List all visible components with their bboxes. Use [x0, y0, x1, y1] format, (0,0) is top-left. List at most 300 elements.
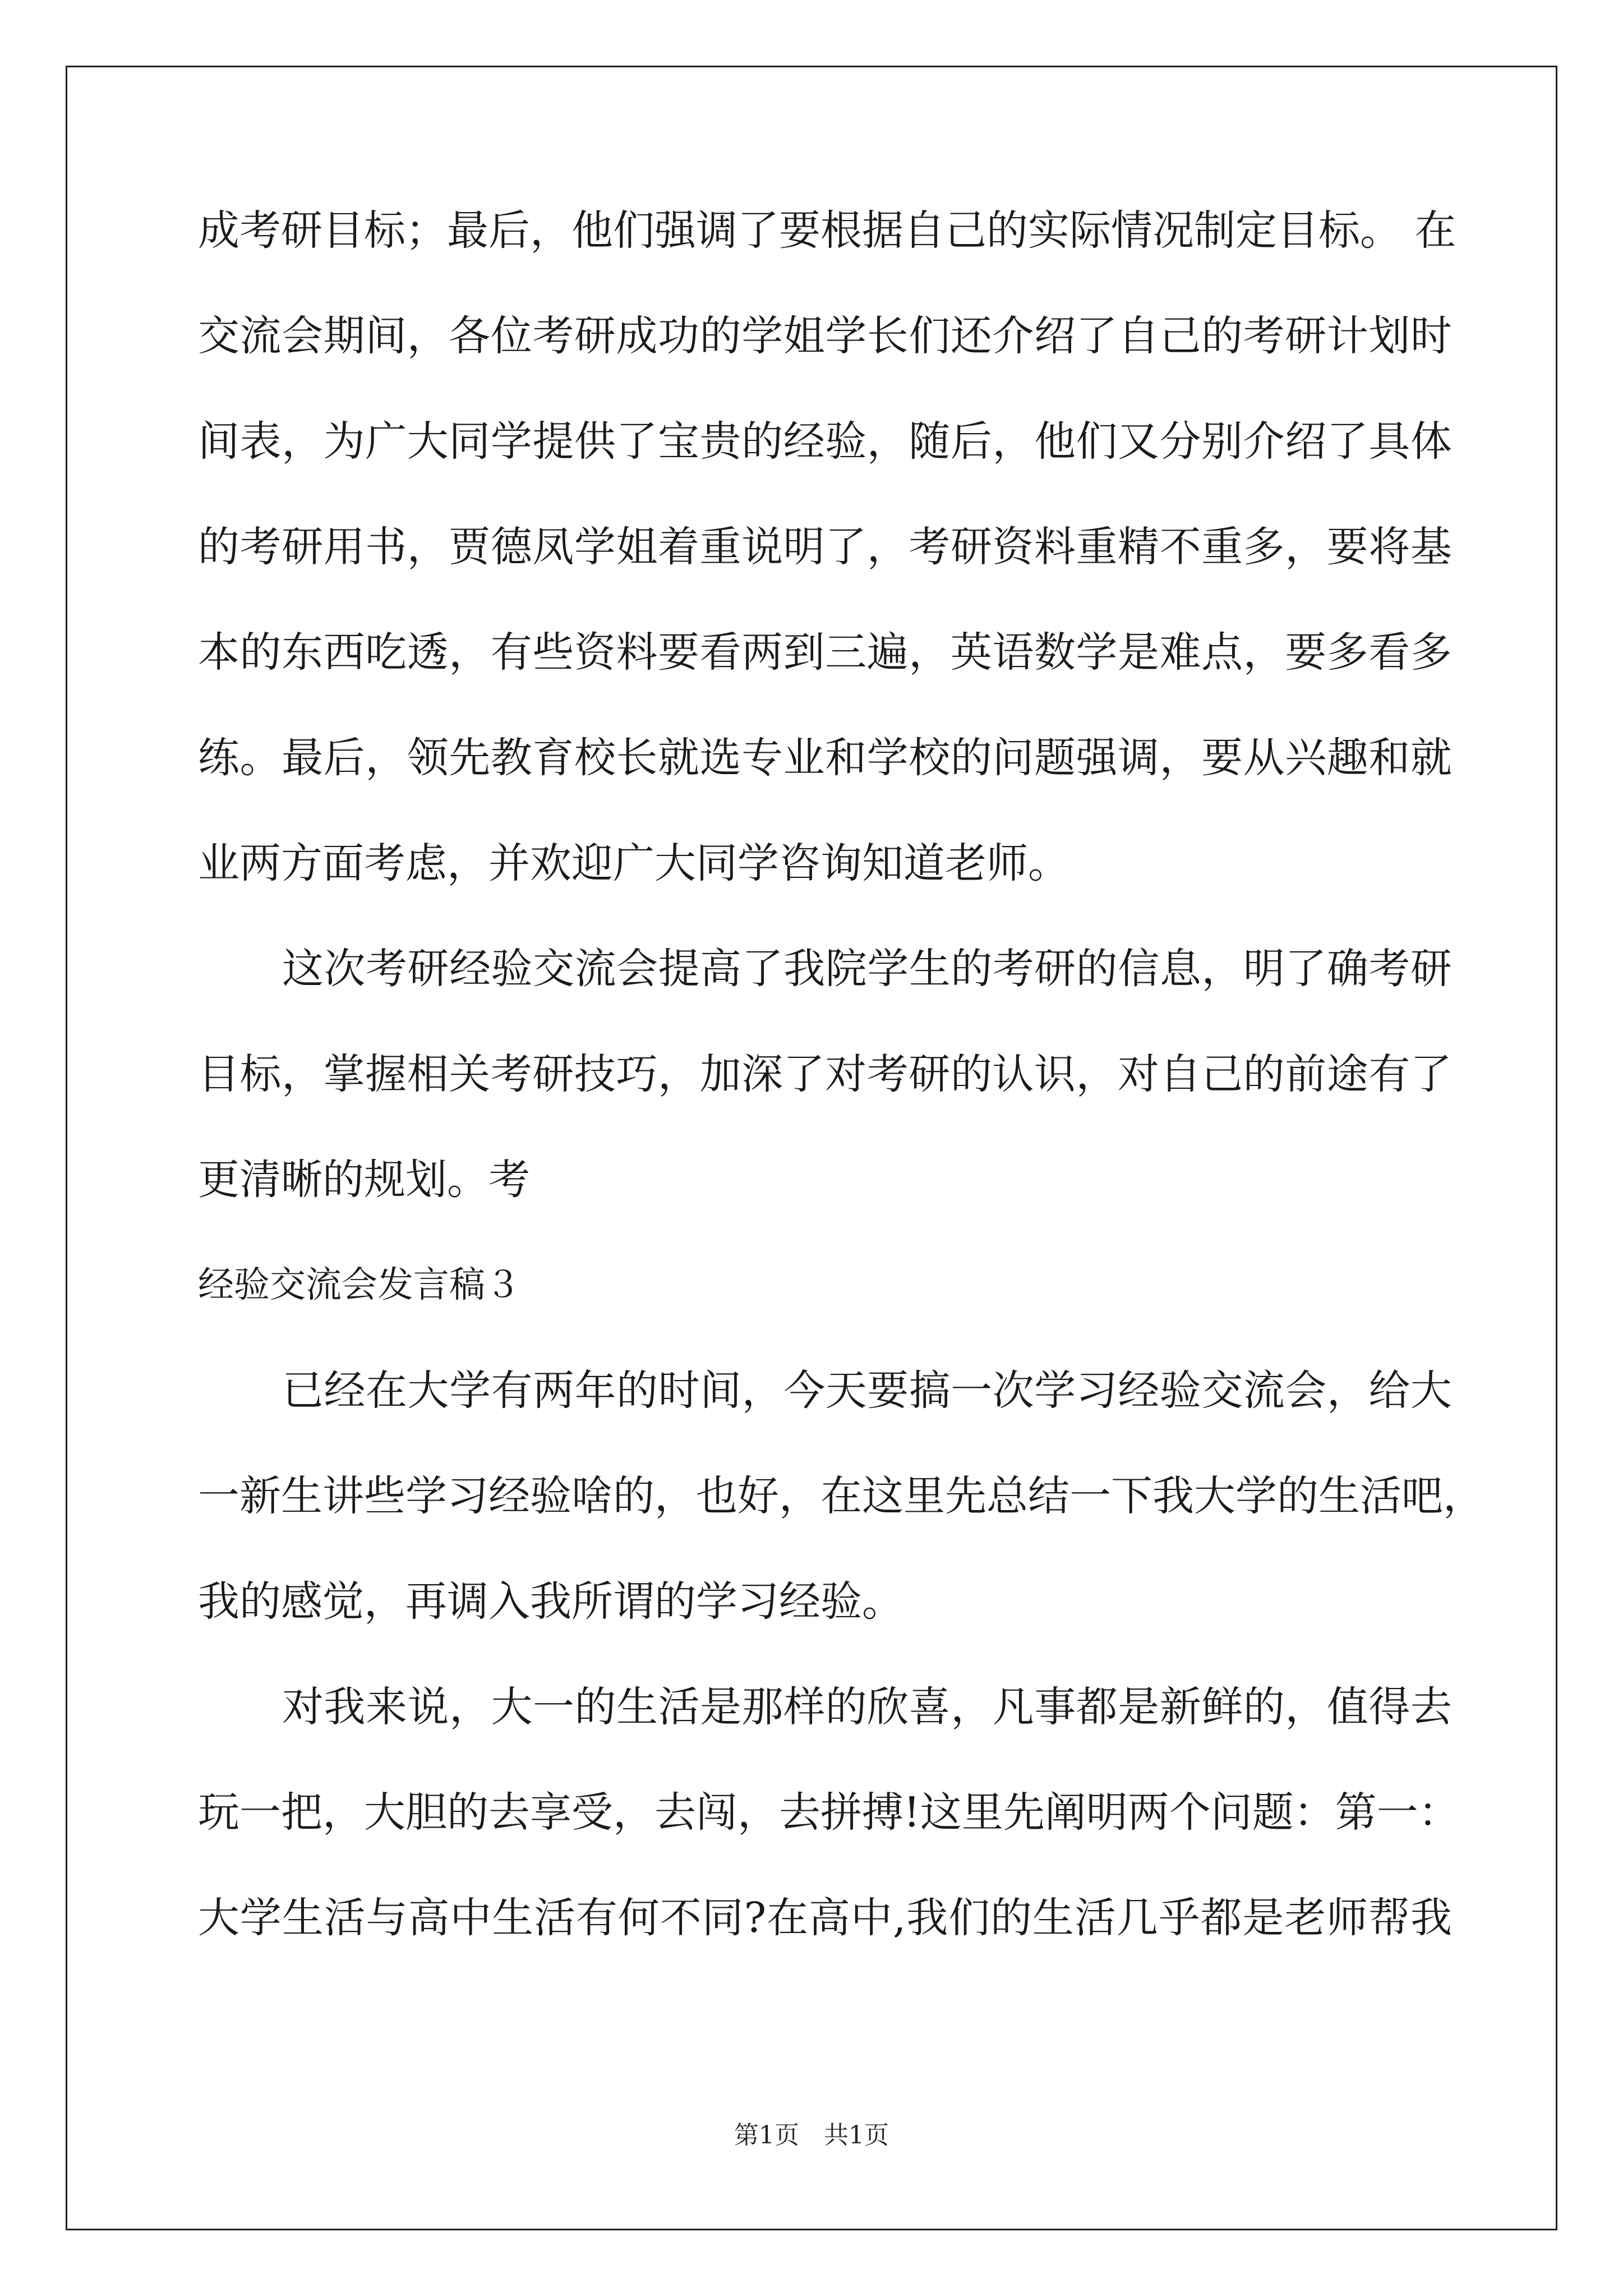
glyph: 生: [492, 1894, 534, 1942]
glyph: ，: [613, 1788, 654, 1837]
glyph: ，: [866, 523, 909, 571]
glyph: 研: [281, 206, 322, 255]
glyph: 位: [490, 312, 532, 360]
glyph: 这: [920, 1788, 962, 1837]
glyph: 生: [281, 1472, 322, 1520]
glyph: 样: [783, 1683, 826, 1731]
glyph: 个: [1169, 1788, 1211, 1837]
glyph: 他: [1034, 417, 1076, 466]
glyph: 们: [909, 312, 951, 360]
glyph: 是: [700, 1683, 742, 1731]
glyph: 趣: [1326, 734, 1368, 782]
glyph: 校: [909, 734, 951, 782]
glyph: 的: [1201, 312, 1243, 360]
glyph: ，: [654, 1472, 696, 1520]
glyph: 期: [323, 312, 365, 360]
glyph: 考: [239, 206, 281, 255]
glyph: 得: [1368, 1683, 1410, 1731]
glyph: 受: [571, 1788, 613, 1837]
glyph: ，: [1201, 945, 1243, 993]
page-footer: 第1页 共1页: [734, 2121, 889, 2150]
glyph: ，: [407, 312, 449, 360]
glyph: 广: [365, 417, 407, 466]
glyph: 的: [950, 734, 992, 782]
glyph: 据: [862, 206, 903, 255]
glyph: 们: [613, 206, 654, 255]
glyph: 结: [1028, 1472, 1069, 1520]
glyph: ，: [282, 1050, 324, 1098]
glyph: 题: [1034, 734, 1076, 782]
glyph: ，: [365, 734, 407, 782]
glyph: 我: [1152, 1472, 1194, 1520]
glyph: 重: [699, 523, 741, 571]
glyph: 大: [364, 1788, 405, 1837]
text-line: 更清晰的规划。考: [198, 1156, 530, 1204]
glyph: 说: [407, 1683, 449, 1731]
text-line: [198, 1472, 1484, 1520]
glyph: 研: [574, 312, 616, 360]
glyph: 际: [1069, 206, 1111, 255]
glyph: 研: [407, 945, 449, 993]
glyph: 间: [198, 417, 239, 466]
glyph: 姐: [616, 523, 658, 571]
glyph: 强: [1076, 734, 1118, 782]
glyph: 学: [239, 1894, 282, 1942]
glyph: 透: [407, 628, 449, 677]
glyph: 他: [571, 206, 613, 255]
glyph: 巧: [616, 1050, 658, 1098]
glyph: 了: [616, 417, 658, 466]
glyph: 学: [1034, 1366, 1076, 1415]
glyph: ：: [1418, 1788, 1460, 1837]
glyph: 一: [533, 1683, 575, 1731]
glyph: 随: [909, 417, 951, 466]
glyph: 生: [909, 945, 951, 993]
glyph: 供: [574, 417, 616, 466]
glyph: 的: [825, 1683, 867, 1731]
glyph: 乎: [1158, 1894, 1200, 1942]
text-line: [198, 1894, 1452, 1942]
glyph: 练: [198, 734, 239, 782]
glyph: 交: [533, 945, 575, 993]
glyph: 遍: [866, 628, 909, 677]
glyph: 们: [948, 1894, 990, 1942]
glyph: 了: [1285, 945, 1327, 993]
glyph: 提: [532, 417, 574, 466]
glyph: 研: [1034, 945, 1076, 993]
glyph: 大: [1194, 1472, 1235, 1520]
glyph: ；: [405, 206, 447, 255]
glyph: 经: [783, 417, 825, 466]
glyph: 经: [488, 1472, 530, 1520]
glyph: 要: [867, 1366, 909, 1415]
glyph: 中: [850, 1894, 892, 1942]
glyph: 来: [366, 1683, 408, 1731]
glyph: ，: [407, 523, 449, 571]
glyph: 题: [1252, 1788, 1294, 1837]
glyph: 各: [449, 312, 491, 360]
glyph: 在: [366, 1366, 408, 1415]
glyph: 给: [1368, 1366, 1410, 1415]
glyph: 资: [574, 628, 616, 677]
glyph: 时: [658, 1366, 700, 1415]
glyph: 介: [1243, 417, 1285, 466]
glyph: 了: [825, 523, 867, 571]
glyph: 考: [490, 1050, 532, 1098]
glyph: 考: [239, 523, 282, 571]
glyph: 经: [449, 945, 491, 993]
glyph: 师: [1326, 1894, 1368, 1942]
glyph: 用: [323, 523, 365, 571]
glyph: 值: [1326, 1683, 1368, 1731]
glyph: 的: [1243, 1050, 1285, 1098]
glyph: 生: [616, 1683, 658, 1731]
glyph: 根: [820, 206, 862, 255]
glyph: 流: [1243, 1366, 1285, 1415]
glyph: 着: [658, 523, 700, 571]
glyph: 先: [449, 734, 491, 782]
glyph: 里: [961, 1788, 1003, 1837]
glyph: 的: [699, 312, 741, 360]
glyph: 明: [1243, 945, 1285, 993]
glyph: 研: [1285, 312, 1327, 360]
glyph: 深: [741, 1050, 783, 1098]
glyph: 目: [1277, 206, 1318, 255]
glyph: 多: [1243, 523, 1285, 571]
glyph: 经: [324, 1366, 366, 1415]
glyph: 问: [992, 734, 1034, 782]
glyph: 的: [950, 1050, 992, 1098]
glyph: 活: [1360, 1472, 1401, 1520]
glyph: 同: [702, 1894, 744, 1942]
glyph: ，: [282, 417, 324, 466]
glyph: 兴: [1285, 734, 1327, 782]
text-line: [198, 1366, 1452, 1415]
glyph: 自: [1118, 312, 1160, 360]
glyph: 将: [1368, 523, 1410, 571]
glyph: 的: [1076, 945, 1118, 993]
glyph: 况: [1152, 206, 1194, 255]
glyph: 两: [1127, 1788, 1169, 1837]
glyph: 三: [825, 628, 867, 677]
glyph: ，: [530, 206, 571, 255]
glyph: 明: [783, 523, 825, 571]
glyph: 凡: [992, 1683, 1034, 1731]
glyph: 学: [1076, 628, 1118, 677]
glyph: 学: [867, 945, 909, 993]
glyph: 些: [364, 1472, 405, 1520]
glyph: 活: [324, 1894, 366, 1942]
glyph: 确: [1326, 945, 1368, 993]
glyph: 生: [1032, 1894, 1074, 1942]
glyph: 专: [741, 734, 783, 782]
glyph: 学: [405, 1472, 447, 1520]
glyph: 玩: [198, 1788, 239, 1837]
glyph: 多: [1326, 628, 1368, 677]
glyph: ?: [744, 1894, 767, 1942]
glyph: 我: [1410, 1894, 1452, 1942]
glyph: 体: [1410, 417, 1452, 466]
section-heading: 经验交流会发言稿３: [198, 1264, 521, 1306]
glyph: 把: [281, 1788, 322, 1837]
glyph: ，: [1076, 1050, 1118, 1098]
glyph: 次: [324, 945, 366, 993]
glyph: !: [903, 1788, 920, 1837]
glyph: ，: [1285, 523, 1327, 571]
glyph: 吧: [1401, 1472, 1443, 1520]
glyph: 具: [1368, 417, 1410, 466]
glyph: 大: [1410, 1366, 1452, 1415]
glyph: 技: [574, 1050, 616, 1098]
glyph: 后: [950, 417, 992, 466]
glyph: 活: [658, 1683, 700, 1731]
glyph: 定: [1235, 206, 1277, 255]
glyph: 研: [909, 1050, 951, 1098]
glyph: 是: [1242, 1894, 1284, 1942]
glyph: 间: [365, 312, 407, 360]
glyph: 要: [658, 628, 700, 677]
glyph: 对: [282, 1683, 324, 1731]
glyph: 西: [323, 628, 365, 677]
glyph: 大: [407, 1366, 449, 1415]
glyph: 表: [239, 417, 282, 466]
glyph: 今: [783, 1366, 826, 1415]
glyph: 重: [1201, 523, 1243, 571]
glyph: 生: [282, 1894, 324, 1942]
glyph: 握: [365, 1050, 407, 1098]
glyph: 到: [783, 628, 825, 677]
glyph: 标: [1318, 206, 1360, 255]
glyph: 的: [613, 1472, 654, 1520]
glyph: 去: [779, 1788, 820, 1837]
glyph: 在: [1414, 206, 1456, 255]
glyph: 目: [198, 1050, 239, 1098]
glyph: 长: [866, 312, 909, 360]
glyph: 帮: [1368, 1894, 1410, 1942]
glyph: ，: [322, 1788, 364, 1837]
glyph: ，: [1326, 1366, 1368, 1415]
glyph: 业: [783, 734, 825, 782]
glyph: 的: [239, 628, 282, 677]
glyph: 计: [1326, 312, 1368, 360]
glyph: 分: [1159, 417, 1201, 466]
glyph: 同: [449, 417, 491, 466]
glyph: 一: [198, 1472, 239, 1520]
glyph: 选: [699, 734, 741, 782]
glyph: 就: [1410, 734, 1452, 782]
text-line: [198, 523, 1452, 571]
glyph: 绍: [1034, 312, 1076, 360]
glyph: 的: [447, 1788, 488, 1837]
glyph: 自: [1159, 1050, 1201, 1098]
text-line: [198, 1788, 1460, 1837]
glyph: 不: [1159, 523, 1201, 571]
glyph: 不: [660, 1894, 702, 1942]
glyph: 已: [282, 1366, 324, 1415]
glyph: ，: [909, 628, 951, 677]
glyph: 与: [366, 1894, 408, 1942]
glyph: 为: [323, 417, 365, 466]
glyph: 交: [1201, 1366, 1243, 1415]
glyph: 基: [1410, 523, 1452, 571]
glyph: 长: [616, 734, 658, 782]
glyph: 己: [945, 206, 986, 255]
glyph: 中: [450, 1894, 492, 1942]
glyph: 一: [239, 1788, 281, 1837]
glyph: 何: [617, 1894, 660, 1942]
glyph: 相: [407, 1050, 449, 1098]
glyph: 有: [491, 1366, 533, 1415]
glyph: 研: [532, 1050, 574, 1098]
glyph: 书: [365, 523, 407, 571]
glyph: 英: [950, 628, 992, 677]
glyph: 了: [1410, 1050, 1452, 1098]
glyph: ，: [1443, 1472, 1484, 1520]
text-line: [198, 1050, 1452, 1098]
glyph: 活: [1074, 1894, 1116, 1942]
glyph: 和: [825, 734, 867, 782]
glyph: 的: [1243, 1683, 1285, 1731]
glyph: 和: [1368, 734, 1410, 782]
glyph: 己: [1159, 312, 1201, 360]
glyph: 了: [741, 945, 783, 993]
glyph: 大: [491, 1683, 533, 1731]
glyph: 里: [903, 1472, 945, 1520]
glyph: 我: [324, 1683, 366, 1731]
glyph: 研: [950, 523, 992, 571]
glyph: 目: [322, 206, 364, 255]
glyph: 欣: [867, 1683, 909, 1731]
document-body: [198, 206, 1484, 2003]
glyph: 时: [1410, 312, 1452, 360]
glyph: 学: [741, 312, 783, 360]
glyph: ，: [449, 628, 491, 677]
glyph: 就: [658, 734, 700, 782]
glyph: 了: [783, 1050, 825, 1098]
glyph: 语: [992, 628, 1034, 677]
glyph: 都: [1076, 1683, 1118, 1731]
glyph: 习: [447, 1472, 488, 1520]
glyph: 那: [741, 1683, 783, 1731]
glyph: 学: [825, 312, 867, 360]
glyph: 考: [909, 523, 951, 571]
glyph: 考: [1368, 945, 1410, 993]
glyph: 己: [1201, 1050, 1243, 1098]
glyph: 关: [449, 1050, 491, 1098]
glyph: ,: [892, 1894, 906, 1942]
glyph: 介: [992, 312, 1034, 360]
glyph: 会: [1285, 1366, 1327, 1415]
glyph: 点: [1201, 628, 1243, 677]
glyph: 事: [1034, 1683, 1076, 1731]
glyph: 验: [825, 417, 867, 466]
glyph: 次: [992, 1366, 1034, 1415]
text-line: [198, 628, 1452, 677]
glyph: 要: [779, 206, 820, 255]
glyph: 的: [616, 1366, 658, 1415]
glyph: 调: [696, 206, 737, 255]
glyph: 总: [986, 1472, 1028, 1520]
glyph: 后: [488, 206, 530, 255]
glyph: 学: [866, 734, 909, 782]
text-line: [198, 206, 1456, 255]
glyph: 些: [532, 628, 574, 677]
glyph: 有: [1368, 1050, 1410, 1098]
glyph: 第: [1335, 1788, 1377, 1837]
glyph: 的: [741, 417, 783, 466]
glyph: 考: [366, 945, 408, 993]
glyph: ，: [741, 1366, 783, 1415]
glyph: 贾: [449, 523, 491, 571]
glyph: 享: [530, 1788, 571, 1837]
glyph: 多: [1410, 628, 1452, 677]
glyph: 学: [574, 523, 616, 571]
glyph: 教: [490, 734, 532, 782]
glyph: 一: [951, 1366, 993, 1415]
text-line: 业两方面考虑，并欢迎广大同学咨询知道老师。: [198, 839, 1069, 887]
glyph: 提: [658, 945, 700, 993]
glyph: 的: [986, 206, 1028, 255]
glyph: 在: [820, 1472, 862, 1520]
glyph: 阐: [1044, 1788, 1086, 1837]
glyph: 最: [447, 206, 488, 255]
glyph: 功: [658, 312, 700, 360]
glyph: 掌: [323, 1050, 365, 1098]
glyph: 有: [490, 628, 532, 677]
glyph: 活: [534, 1894, 576, 1942]
glyph: 明: [1086, 1788, 1128, 1837]
glyph: 了: [1076, 312, 1118, 360]
glyph: ，: [449, 1683, 491, 1731]
glyph: 数: [1034, 628, 1076, 677]
glyph: 对: [1118, 1050, 1160, 1098]
glyph: 的: [951, 945, 993, 993]
glyph: 研: [1410, 945, 1452, 993]
glyph: 要: [1326, 523, 1368, 571]
glyph: 两: [533, 1366, 575, 1415]
glyph: 验: [491, 945, 533, 993]
glyph: 去: [1410, 1683, 1452, 1731]
glyph: 精: [1118, 523, 1160, 571]
glyph: 验: [1159, 1366, 1201, 1415]
glyph: 老: [1284, 1894, 1326, 1942]
glyph: 重: [1076, 523, 1118, 571]
glyph: 搏: [862, 1788, 903, 1837]
glyph: 年: [574, 1366, 616, 1415]
glyph: ，: [866, 417, 909, 466]
glyph: 姐: [783, 312, 825, 360]
glyph: 情: [1111, 206, 1152, 255]
text-line: 我的感觉，再调入我所谓的学习经验。: [198, 1577, 903, 1626]
glyph: 。: [239, 734, 282, 782]
glyph: ，: [1285, 1683, 1327, 1731]
glyph: 高: [700, 945, 742, 993]
glyph: 后: [323, 734, 365, 782]
glyph: 宝: [658, 417, 700, 466]
glyph: 成: [198, 206, 239, 255]
glyph: 喜: [909, 1683, 951, 1731]
glyph: ，: [779, 1472, 820, 1520]
glyph: 验: [530, 1472, 571, 1520]
glyph: 德: [490, 523, 532, 571]
glyph: 一: [1376, 1788, 1418, 1837]
glyph: 校: [574, 734, 616, 782]
glyph: 大: [407, 417, 449, 466]
glyph: 学: [1235, 1472, 1277, 1520]
glyph: 识: [1034, 1050, 1076, 1098]
glyph: 考: [992, 945, 1034, 993]
glyph: 调: [1118, 734, 1160, 782]
